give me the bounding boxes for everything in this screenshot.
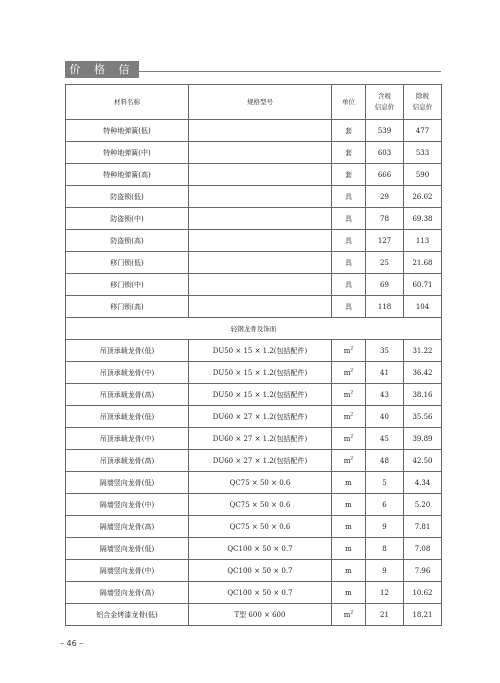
table-row xyxy=(66,362,442,384)
price-without-tax-cell xyxy=(404,274,442,296)
spec-cell xyxy=(189,560,332,582)
price-with-tax-cell xyxy=(366,494,404,516)
price-with-tax-cell-text: 78 xyxy=(380,214,389,223)
unit-cell-text: 套 xyxy=(345,126,352,135)
page-number: – 46 – xyxy=(60,639,84,648)
price-without-tax-cell-text: 533 xyxy=(415,148,430,157)
material-name-cell xyxy=(66,362,189,384)
price-with-tax-cell-text: 539 xyxy=(377,126,392,135)
unit-superscript: 2 xyxy=(350,610,354,616)
material-name-cell-text: 防盗锁(中) xyxy=(110,214,144,223)
table-row xyxy=(66,406,442,428)
price-with-tax-cell xyxy=(366,208,404,230)
price-with-tax-cell-text: 127 xyxy=(377,236,392,245)
header-rule xyxy=(139,71,441,72)
unit-cell-text: m xyxy=(343,346,351,355)
col-header-price-without-tax-line2: 信息价 xyxy=(412,103,433,111)
price-with-tax-cell-text: 12 xyxy=(380,588,389,597)
price-with-tax-cell xyxy=(366,450,404,472)
price-with-tax-cell-text: 9 xyxy=(382,566,387,575)
spec-cell-text: DU50 × 15 × 1.2(包括配件) xyxy=(212,390,308,399)
unit-cell xyxy=(332,340,366,362)
price-without-tax-cell-text: 477 xyxy=(415,126,430,135)
price-with-tax-cell-text: 6 xyxy=(382,500,387,509)
price-with-tax-cell-text: 29 xyxy=(380,192,389,201)
unit-cell xyxy=(332,494,366,516)
price-without-tax-cell xyxy=(404,538,442,560)
unit-cell-text: m xyxy=(343,390,351,399)
unit-cell-text: 具 xyxy=(345,192,352,201)
price-without-tax-cell xyxy=(404,516,442,538)
price-without-tax-cell xyxy=(404,362,442,384)
unit-cell xyxy=(332,472,366,494)
spec-cell-text: T型 600 × 600 xyxy=(234,610,286,619)
spec-cell-text: QC100 × 50 × 0.7 xyxy=(227,566,293,575)
price-with-tax-cell xyxy=(366,384,404,406)
unit-cell xyxy=(332,296,366,318)
unit-cell xyxy=(332,252,366,274)
spec-cell xyxy=(189,582,332,604)
spec-cell xyxy=(189,362,332,384)
material-name-cell-text: 隔墙竖向龙骨(低) xyxy=(99,544,155,553)
unit-cell xyxy=(332,362,366,384)
material-name-cell-text: 吊顶承载龙骨(中) xyxy=(99,434,155,443)
spec-cell xyxy=(189,164,332,186)
spec-cell-text: DU50 × 15 × 1.2(包括配件) xyxy=(212,346,308,355)
price-without-tax-cell xyxy=(404,582,442,604)
price-without-tax-cell xyxy=(404,494,442,516)
material-name-cell xyxy=(66,296,189,318)
table-row xyxy=(66,296,442,318)
price-without-tax-cell-text: 18.21 xyxy=(412,610,433,619)
price-without-tax-cell-text: 7.08 xyxy=(414,544,431,553)
price-with-tax-cell-text: 603 xyxy=(377,148,392,157)
price-with-tax-cell xyxy=(366,142,404,164)
price-without-tax-cell xyxy=(404,120,442,142)
spec-cell xyxy=(189,538,332,560)
unit-cell-text: m xyxy=(345,500,352,509)
price-with-tax-cell xyxy=(366,274,404,296)
spec-cell-text: QC100 × 50 × 0.7 xyxy=(227,544,293,553)
material-name-cell-text: 隔墙竖向龙骨(中) xyxy=(99,566,155,575)
spec-cell xyxy=(189,494,332,516)
price-with-tax-cell xyxy=(366,560,404,582)
price-with-tax-cell-text: 9 xyxy=(382,522,387,531)
material-name-cell-text: 吊顶承载龙骨(高) xyxy=(99,390,155,399)
price-with-tax-cell xyxy=(366,362,404,384)
unit-cell-text: m xyxy=(343,456,351,465)
table-row xyxy=(66,252,442,274)
unit-cell-text: m xyxy=(343,610,351,619)
price-with-tax-cell-text: 118 xyxy=(377,302,392,311)
unit-cell-text: m xyxy=(343,368,351,377)
price-with-tax-cell-text: 48 xyxy=(380,456,389,465)
table-row xyxy=(66,494,442,516)
unit-cell xyxy=(332,428,366,450)
unit-superscript: 2 xyxy=(350,456,354,462)
price-with-tax-cell-text: 40 xyxy=(380,412,389,421)
spec-cell xyxy=(189,186,332,208)
price-with-tax-cell-text: 21 xyxy=(380,610,389,619)
table-row xyxy=(66,340,442,362)
table-body-section-heading xyxy=(66,318,442,340)
table-row xyxy=(66,186,442,208)
table-row xyxy=(66,582,442,604)
spec-cell xyxy=(189,252,332,274)
price-without-tax-cell-text: 36.42 xyxy=(412,368,433,377)
price-without-tax-cell xyxy=(404,142,442,164)
unit-cell-text: 具 xyxy=(345,258,352,267)
spec-cell xyxy=(189,340,332,362)
price-without-tax-cell-text: 21.68 xyxy=(412,258,433,267)
table-row xyxy=(66,208,442,230)
unit-cell-text: 具 xyxy=(345,280,352,289)
spec-cell xyxy=(189,120,332,142)
table-header-row xyxy=(66,85,442,120)
price-with-tax-cell xyxy=(366,340,404,362)
table-row xyxy=(66,516,442,538)
price-with-tax-cell xyxy=(366,296,404,318)
unit-cell xyxy=(332,230,366,252)
unit-superscript: 2 xyxy=(350,434,354,440)
unit-cell xyxy=(332,516,366,538)
material-name-cell-text: 防盗锁(低) xyxy=(110,192,144,201)
material-name-cell-text: 隔墙竖向龙骨(中) xyxy=(99,500,155,509)
price-without-tax-cell xyxy=(404,252,442,274)
unit-cell xyxy=(332,582,366,604)
material-name-cell-text: 隔墙竖向龙骨(高) xyxy=(99,588,155,597)
spec-cell xyxy=(189,230,332,252)
col-header-price-with-tax-line1: 含税 xyxy=(378,92,391,100)
unit-cell-text: m xyxy=(345,588,352,597)
unit-cell xyxy=(332,560,366,582)
table-row xyxy=(66,450,442,472)
table-row xyxy=(66,274,442,296)
unit-cell xyxy=(332,406,366,428)
spec-cell-text: QC75 × 50 × 0.6 xyxy=(229,478,291,487)
price-with-tax-cell-text: 43 xyxy=(380,390,389,399)
table-body-light-steel-keel xyxy=(66,340,442,626)
material-name-cell xyxy=(66,428,189,450)
spec-cell-text: DU60 × 27 × 1.2(包括配件) xyxy=(212,434,308,443)
unit-superscript: 2 xyxy=(350,346,354,352)
unit-cell xyxy=(332,450,366,472)
price-without-tax-cell-text: 7.81 xyxy=(414,522,431,531)
material-name-cell xyxy=(66,208,189,230)
unit-cell xyxy=(332,208,366,230)
material-name-cell-text: 移门锁(低) xyxy=(110,258,144,267)
spec-cell xyxy=(189,450,332,472)
price-without-tax-cell xyxy=(404,230,442,252)
unit-cell xyxy=(332,164,366,186)
unit-cell-text: 套 xyxy=(345,170,352,179)
material-name-cell-text: 特种地弹簧(中) xyxy=(103,148,151,157)
price-with-tax-cell xyxy=(366,406,404,428)
unit-superscript: 2 xyxy=(350,368,354,374)
price-with-tax-cell xyxy=(366,538,404,560)
price-without-tax-cell-text: 39.89 xyxy=(412,434,433,443)
price-without-tax-cell xyxy=(404,186,442,208)
price-without-tax-cell-text: 113 xyxy=(415,236,430,245)
unit-cell-text: 套 xyxy=(345,148,352,157)
material-name-cell xyxy=(66,538,189,560)
material-name-cell-text: 移门锁(中) xyxy=(110,280,144,289)
material-name-cell xyxy=(66,142,189,164)
table-row xyxy=(66,538,442,560)
price-without-tax-cell xyxy=(404,450,442,472)
unit-cell-text: m xyxy=(345,566,352,575)
material-name-cell xyxy=(66,252,189,274)
material-name-cell-text: 铝合金烤漆龙骨(低) xyxy=(96,610,158,619)
material-name-cell-text: 吊顶承载龙骨(低) xyxy=(99,412,155,421)
price-without-tax-cell-text: 4.34 xyxy=(414,478,431,487)
spec-cell-text: QC100 × 50 × 0.7 xyxy=(227,588,293,597)
price-without-tax-cell-text: 7.96 xyxy=(414,566,431,575)
material-name-cell xyxy=(66,274,189,296)
price-without-tax-cell xyxy=(404,384,442,406)
spec-cell-text: QC75 × 50 × 0.6 xyxy=(229,522,291,531)
price-without-tax-cell-text: 26.02 xyxy=(412,192,433,201)
table-row xyxy=(66,164,442,186)
price-with-tax-cell xyxy=(366,428,404,450)
table-row xyxy=(66,230,442,252)
price-with-tax-cell xyxy=(366,120,404,142)
table-row xyxy=(66,120,442,142)
price-without-tax-cell-text: 69.38 xyxy=(412,214,433,223)
price-without-tax-cell xyxy=(404,406,442,428)
unit-cell-text: m xyxy=(343,412,351,421)
price-without-tax-cell-text: 38.16 xyxy=(412,390,433,399)
table-row xyxy=(66,560,442,582)
col-header-spec: 规格型号 xyxy=(189,85,332,120)
price-without-tax-cell-text: 104 xyxy=(415,302,430,311)
price-without-tax-cell xyxy=(404,296,442,318)
price-with-tax-cell-text: 8 xyxy=(382,544,387,553)
price-with-tax-cell xyxy=(366,186,404,208)
material-name-cell xyxy=(66,516,189,538)
unit-cell xyxy=(332,142,366,164)
table-row xyxy=(66,472,442,494)
spec-cell xyxy=(189,384,332,406)
unit-cell xyxy=(332,538,366,560)
spec-cell xyxy=(189,428,332,450)
price-without-tax-cell xyxy=(404,560,442,582)
price-without-tax-cell xyxy=(404,604,442,626)
col-header-name: 材料名称 xyxy=(66,85,189,120)
unit-cell xyxy=(332,604,366,626)
price-table xyxy=(65,84,442,626)
spec-cell xyxy=(189,406,332,428)
price-with-tax-cell-text: 45 xyxy=(380,434,389,443)
price-without-tax-cell-text: 35.56 xyxy=(412,412,433,421)
unit-cell xyxy=(332,274,366,296)
spec-cell xyxy=(189,208,332,230)
price-with-tax-cell xyxy=(366,604,404,626)
unit-cell-text: m xyxy=(343,434,351,443)
price-with-tax-cell-text: 666 xyxy=(377,170,392,179)
price-without-tax-cell xyxy=(404,340,442,362)
price-with-tax-cell-text: 35 xyxy=(380,346,389,355)
material-name-cell xyxy=(66,604,189,626)
table-row xyxy=(66,604,442,626)
unit-cell-text: m xyxy=(345,522,352,531)
col-header-price-with-tax-line2: 信息价 xyxy=(374,103,395,111)
unit-cell-text: m xyxy=(345,544,352,553)
table-body-hardware xyxy=(66,120,442,318)
material-name-cell xyxy=(66,164,189,186)
material-name-cell xyxy=(66,560,189,582)
col-header-price-without-tax-line1: 除税 xyxy=(416,92,429,100)
spec-cell xyxy=(189,516,332,538)
col-header-unit: 单位 xyxy=(332,85,366,120)
section-title-tab: 价 格 信 息 xyxy=(65,61,139,78)
material-name-cell xyxy=(66,230,189,252)
price-with-tax-cell-text: 25 xyxy=(380,258,389,267)
material-name-cell xyxy=(66,472,189,494)
price-without-tax-cell-text: 590 xyxy=(415,170,430,179)
material-name-cell-text: 隔墙竖向龙骨(低) xyxy=(99,478,155,487)
unit-cell-text: 具 xyxy=(345,214,352,223)
material-name-cell xyxy=(66,186,189,208)
price-with-tax-cell xyxy=(366,252,404,274)
material-name-cell xyxy=(66,340,189,362)
material-name-cell xyxy=(66,120,189,142)
unit-cell-text: 具 xyxy=(345,236,352,245)
material-name-cell-text: 特种地弹簧(低) xyxy=(103,126,151,135)
table-row xyxy=(66,384,442,406)
material-name-cell xyxy=(66,450,189,472)
material-name-cell-text: 吊顶承载龙骨(高) xyxy=(99,456,155,465)
price-without-tax-cell-text: 42.50 xyxy=(412,456,433,465)
price-with-tax-cell xyxy=(366,164,404,186)
spec-cell xyxy=(189,472,332,494)
spec-cell xyxy=(189,604,332,626)
spec-cell-text: DU50 × 15 × 1.2(包括配件) xyxy=(212,368,308,377)
unit-cell xyxy=(332,186,366,208)
price-with-tax-cell xyxy=(366,582,404,604)
unit-cell xyxy=(332,384,366,406)
material-name-cell-text: 特种地弹簧(高) xyxy=(103,170,151,179)
price-with-tax-cell xyxy=(366,230,404,252)
col-header-price-with-tax xyxy=(366,85,404,120)
col-header-price-without-tax xyxy=(404,85,442,120)
table-row xyxy=(66,142,442,164)
section-heading: 轻钢龙骨及饰面 xyxy=(66,318,442,340)
section-heading-row xyxy=(66,318,442,340)
price-with-tax-cell-text: 69 xyxy=(380,280,389,289)
price-with-tax-cell-text: 5 xyxy=(382,478,387,487)
price-with-tax-cell xyxy=(366,516,404,538)
unit-superscript: 2 xyxy=(350,390,354,396)
price-without-tax-cell-text: 60.71 xyxy=(412,280,433,289)
material-name-cell xyxy=(66,494,189,516)
price-with-tax-cell xyxy=(366,472,404,494)
spec-cell xyxy=(189,296,332,318)
material-name-cell-text: 吊顶承载龙骨(中) xyxy=(99,368,155,377)
spec-cell-text: QC75 × 50 × 0.6 xyxy=(229,500,291,509)
material-name-cell-text: 隔墙竖向龙骨(高) xyxy=(99,522,155,531)
spec-cell-text: DU60 × 27 × 1.2(包括配件) xyxy=(212,456,308,465)
price-without-tax-cell-text: 10.62 xyxy=(412,588,433,597)
price-without-tax-cell xyxy=(404,472,442,494)
price-without-tax-cell xyxy=(404,428,442,450)
spec-cell xyxy=(189,142,332,164)
material-name-cell xyxy=(66,582,189,604)
price-without-tax-cell xyxy=(404,164,442,186)
material-name-cell-text: 防盗锁(高) xyxy=(110,236,144,245)
unit-cell xyxy=(332,120,366,142)
spec-cell xyxy=(189,274,332,296)
price-without-tax-cell-text: 31.22 xyxy=(412,346,433,355)
material-name-cell-text: 吊顶承载龙骨(低) xyxy=(99,346,155,355)
price-without-tax-cell xyxy=(404,208,442,230)
material-name-cell xyxy=(66,406,189,428)
material-name-cell xyxy=(66,384,189,406)
unit-superscript: 2 xyxy=(350,412,354,418)
material-name-cell-text: 移门锁(高) xyxy=(110,302,144,311)
spec-cell-text: DU60 × 27 × 1.2(包括配件) xyxy=(212,412,308,421)
unit-cell-text: 具 xyxy=(345,302,352,311)
table-row xyxy=(66,428,442,450)
unit-cell-text: m xyxy=(345,478,352,487)
price-with-tax-cell-text: 41 xyxy=(380,368,389,377)
price-without-tax-cell-text: 5.20 xyxy=(414,500,431,509)
